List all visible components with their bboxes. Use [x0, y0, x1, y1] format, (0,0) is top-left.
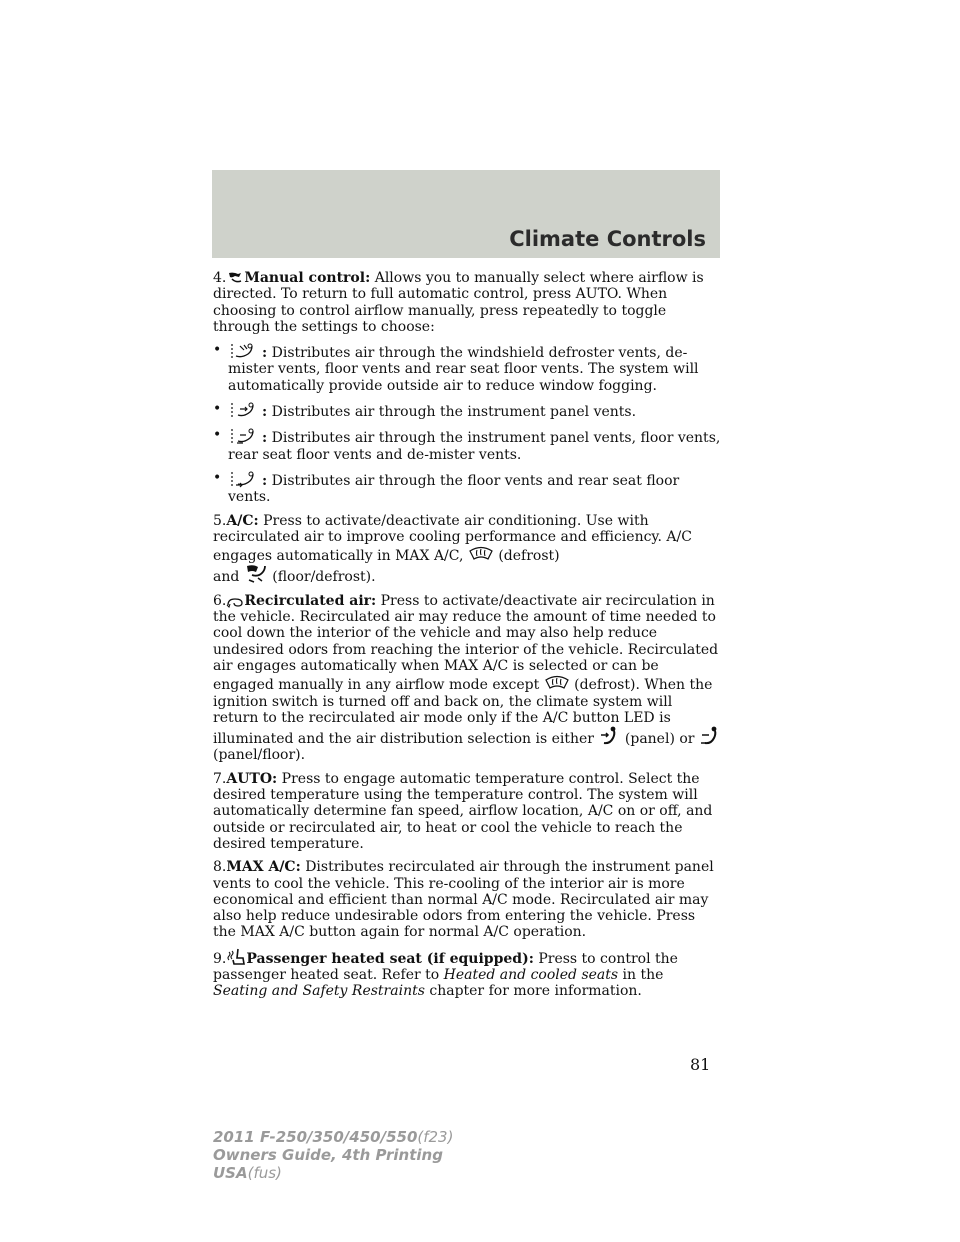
item-label: A/C: [226, 512, 259, 529]
section-header-bar [212, 170, 720, 258]
bullet-text: Distributes air through the instrument panel vents. [271, 404, 637, 421]
bullet-item: • : Distributes air through the windshield defroster vents, de-mister vents, floor vents and rear seat floor vents. The system will automatically provide outside air to reduce window fogging. [213, 342, 699, 394]
bullet-item: • : Distributes air through the instrument panel vents. [213, 401, 637, 421]
item-number: 7. [213, 770, 227, 787]
item-text: Press to activate/deactivate air recirculation in the vehicle. Recirculated air may reduce the amount of time needed to cool down the interior of the vehicle and may also help reduce undesired odors from reaching the interior of the vehicle. Recirculated air engages automatically when MAX A/C is selected or can be engaged manually in any airflow mode except [213, 592, 719, 694]
item-ac: 5.A/C: Press to activate/deactivate air conditioning. Use with recirculated air to improve cooling performance and efficiency. A/C engages automatically in MAX A/C, (defrost) and (floor/defrost). [213, 512, 692, 586]
item-auto [213, 771, 721, 852]
item-max-ac [213, 859, 721, 940]
page-content [213, 270, 721, 1007]
footer-line: USA(fus) [213, 1164, 282, 1182]
item-number: 8. [213, 859, 227, 876]
bullet-item: • : Distributes air through the floor vents and rear seat floor vents. [213, 469, 680, 506]
footer-line: Owners Guide, 4th Printing [213, 1146, 443, 1164]
bullet-text: Distributes air through the instrument panel vents, floor vents, rear seat floor vents and de-mister vents. [228, 430, 721, 463]
bullet-dot: • [213, 469, 222, 486]
footer [213, 1128, 453, 1182]
item-label: AUTO: [226, 770, 278, 787]
item-label: MAX A/C: [226, 859, 301, 876]
heated-seat-icon [226, 948, 246, 966]
manual-airflow-icon [226, 271, 244, 285]
bullet-item: • : Distributes air through the instrument panel vents, floor vents, rear seat floor vents and de-mister vents. [213, 427, 721, 463]
panel-icon [598, 726, 620, 746]
bullet-text: Distributes air through the floor vents and rear seat floor vents. [228, 472, 680, 506]
panel-floor-icon [699, 726, 721, 746]
bullet-dot: • [213, 427, 222, 444]
item-label: Manual control: [244, 270, 371, 286]
item-text: Distributes recirculated air through the instrument panel vents to cool the vehicle. This re-cooling of the interior air is more economical and efficient than normal A/C mode. Recirculated air may also help reduce undesirable odors from entering the vehicle. Press the MAX A/C button again for normal A/C operation. [213, 859, 714, 941]
item-text: Allows you to manually select where airflow is directed. To return to full automatic control, press AUTO. When choosing to control airflow manually, press repeatedly to toggle through the settings to choose: [213, 270, 704, 335]
item-number: 9. [213, 950, 227, 967]
item-text: Press to activate/deactivate air conditioning. Use with recirculated air to improve cooling performance and efficiency. A/C engages automatically in MAX A/C, [213, 512, 692, 565]
panel-vent-icon [228, 401, 262, 419]
defrost-floor-panel-icon [228, 342, 262, 360]
bullet-text: Distributes air through the windshield defroster vents, de-mister vents, floor vents and rear seat floor vents. The system will automatically provide outside air to reduce window fogging. [228, 345, 699, 394]
defrost-icon [544, 674, 570, 692]
item-number: 5. [213, 512, 227, 529]
item-number: 6. [213, 592, 227, 609]
item-manual-control [213, 270, 721, 335]
cross-reference: Seating and Safety Restraints [213, 983, 425, 1000]
item-recirculated-air: 6. Recirculated air: Press to activate/deactivate air recirculation in the vehicle. Recirculated air may reduce the amount of time needed to cool down the interior of the vehicle and may also help reduce undesired odors from reaching the interior of the vehicle. Recirculated air engages automatically when MAX A/C is selected or can be engaged manually in any airflow mode except (defrost). When the ignition switch is turned off and back on, the climate system will return to the recirculated air mode only if the A/C button LED is illuminated and the air distribution selection is either (panel) or (panel/floor). [213, 593, 721, 764]
item-label: Passenger heated seat (if equipped): [246, 950, 534, 967]
bullet-dot: • [213, 342, 222, 359]
bullet-dot: • [213, 401, 222, 418]
item-label: Recirculated air: [244, 592, 377, 609]
section-title: Climate Controls [509, 227, 706, 251]
item-passenger-heated-seat: 9. Passenger heated seat (if equipped): Press to control the passenger heated seat. Refer to Heated and cooled seats in the Seating and Safety Restraints chapter for more information. [213, 948, 721, 1000]
floor-vent-icon [228, 470, 262, 488]
item-text: Press to control the passenger heated seat. Refer to [213, 950, 678, 983]
recirculation-icon [226, 596, 244, 608]
item-text: Press to engage automatic temperature control. Select the desired temperature using the temperature control. The system will automatically determine fan speed, airflow location, A/C on or off, and outside or recirculated air, to heat or cool the vehicle to reach the desired temperature. [213, 770, 713, 852]
cross-reference: Heated and cooled seats [443, 966, 619, 983]
defrost-icon [468, 545, 494, 563]
floor-defrost-icon [244, 564, 268, 584]
panel-floor-icon [228, 427, 262, 445]
item-number: 4. [213, 270, 227, 286]
page-number: 81 [690, 1055, 711, 1074]
footer-line: 2011 F-250/350/450/550(f23) [213, 1128, 454, 1146]
